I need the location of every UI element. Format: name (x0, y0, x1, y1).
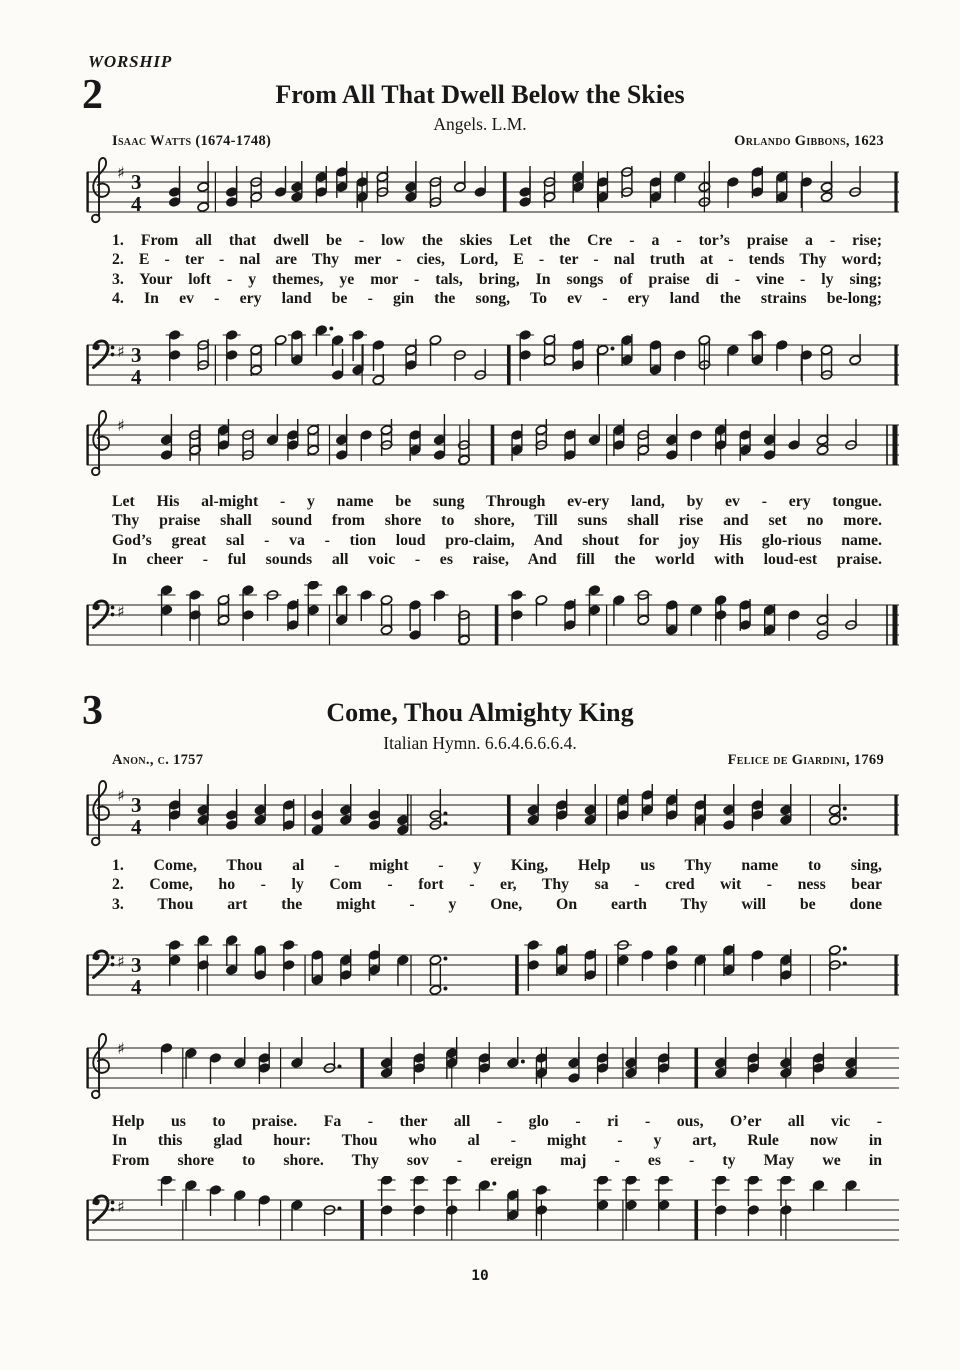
svg-text:♯: ♯ (117, 952, 125, 971)
svg-text:4: 4 (131, 975, 142, 999)
hymn-2-title: From All That Dwell Below the Skies (275, 80, 685, 109)
hymn-3-verse-block-1 (112, 856, 882, 914)
hymn-2-number: 2 (82, 72, 103, 118)
svg-text:♯: ♯ (117, 342, 125, 361)
lyric-line: Thy praise shall sound from shore to shore, Till suns shall rise and set no more. (112, 512, 882, 530)
lyric-line: 1. Come, Thou al - might - y King, Help us Thy name to sing, (112, 857, 882, 874)
svg-text:3: 3 (131, 793, 142, 817)
lyric-line: In cheer - ful sounds all voic - es raise, And fill the world with loud-est praise. (112, 550, 882, 568)
lyric-line: Help us to praise. Fa - ther all - glo - ri - ous, O’er all vic - (112, 1113, 882, 1130)
lyric-line: 2. E - ter - nal are Thy mer - cies, Lord, E - ter - nal truth at - tends Thy word; (112, 251, 882, 269)
svg-text:♯: ♯ (117, 786, 125, 805)
hymn-2-treble-staff-2 (85, 401, 900, 487)
svg-text:♯: ♯ (117, 602, 125, 621)
hymn-3-treble-staff-2 (85, 1024, 900, 1110)
hymn-3-author: Anon., c. 1757 (112, 752, 204, 768)
section-header: WORSHIP (88, 52, 173, 71)
hymn-2-verse-block-2 (112, 492, 882, 569)
svg-text:4: 4 (131, 192, 142, 216)
svg-text:♯: ♯ (117, 1039, 125, 1058)
hymn-3-bass-staff-1 (85, 931, 900, 1017)
hymn-2-tune: Angels. L.M. (433, 114, 527, 134)
lyric-line: From shore to shore. Thy sov - ereign maj - es - ty May we in (112, 1151, 882, 1169)
lyric-line: 3. Thou art the might - y One, On earth Thy will be done (112, 895, 882, 913)
svg-text:4: 4 (131, 815, 142, 839)
svg-text:3: 3 (131, 170, 142, 194)
svg-text:♯: ♯ (117, 163, 125, 182)
hymn-3-attribution (112, 752, 884, 769)
hymn-2-bass-staff-1 (85, 321, 900, 407)
lyric-line: In this glad hour: Thou who al - might - y art, Rule now in (112, 1132, 882, 1150)
hymn-2-composer: Orlando Gibbons, 1623 (734, 133, 884, 149)
hymn-3-composer: Felice de Giardini, 1769 (727, 752, 884, 768)
lyric-line: 2. Come, ho - ly Com - fort - er, Thy sa - cred wit - ness bear (112, 876, 882, 894)
hymn-3-verse-block-2 (112, 1112, 882, 1170)
lyric-line: 3. Your loft - y themes, ye mor - tals, bring, In songs of praise di - vine - ly sing; (112, 270, 882, 288)
hymn-3-number: 3 (82, 688, 103, 734)
hymn-2-author: Isaac Watts (1674-1748) (112, 133, 272, 149)
hymn-3-tune: Italian Hymn. 6.6.4.6.6.6.4. (383, 733, 577, 753)
lyric-line: 1. From all that dwell be - low the skies Let the Cre - a - tor’s praise a - rise; (112, 232, 882, 249)
lyric-line: 4. In ev - ery land be - gin the song, To ev - ery land the strains be-long; (112, 289, 882, 307)
svg-text:♯: ♯ (117, 1197, 125, 1216)
hymn-2-bass-staff-2 (85, 581, 900, 667)
lyric-line: God’s great sal - va - tion loud pro-claim, And shout for joy His glo-rious name. (112, 531, 882, 549)
svg-text:3: 3 (131, 953, 142, 977)
hymn-3-title: Come, Thou Almighty King (326, 698, 634, 727)
svg-text:3: 3 (131, 343, 142, 367)
hymn-3-treble-staff-1 (85, 771, 900, 857)
hymn-2-treble-staff-1 (85, 148, 900, 234)
svg-text:♯: ♯ (117, 416, 125, 435)
hymn-3-bass-staff-2 (85, 1176, 900, 1262)
page-number: 10 (471, 1268, 489, 1284)
lyric-line: Let His al-might - y name be sung Through ev-ery land, by ev - ery tongue. (112, 493, 882, 510)
svg-text:4: 4 (131, 365, 142, 389)
hymn-2-verse-block-1 (112, 231, 882, 308)
